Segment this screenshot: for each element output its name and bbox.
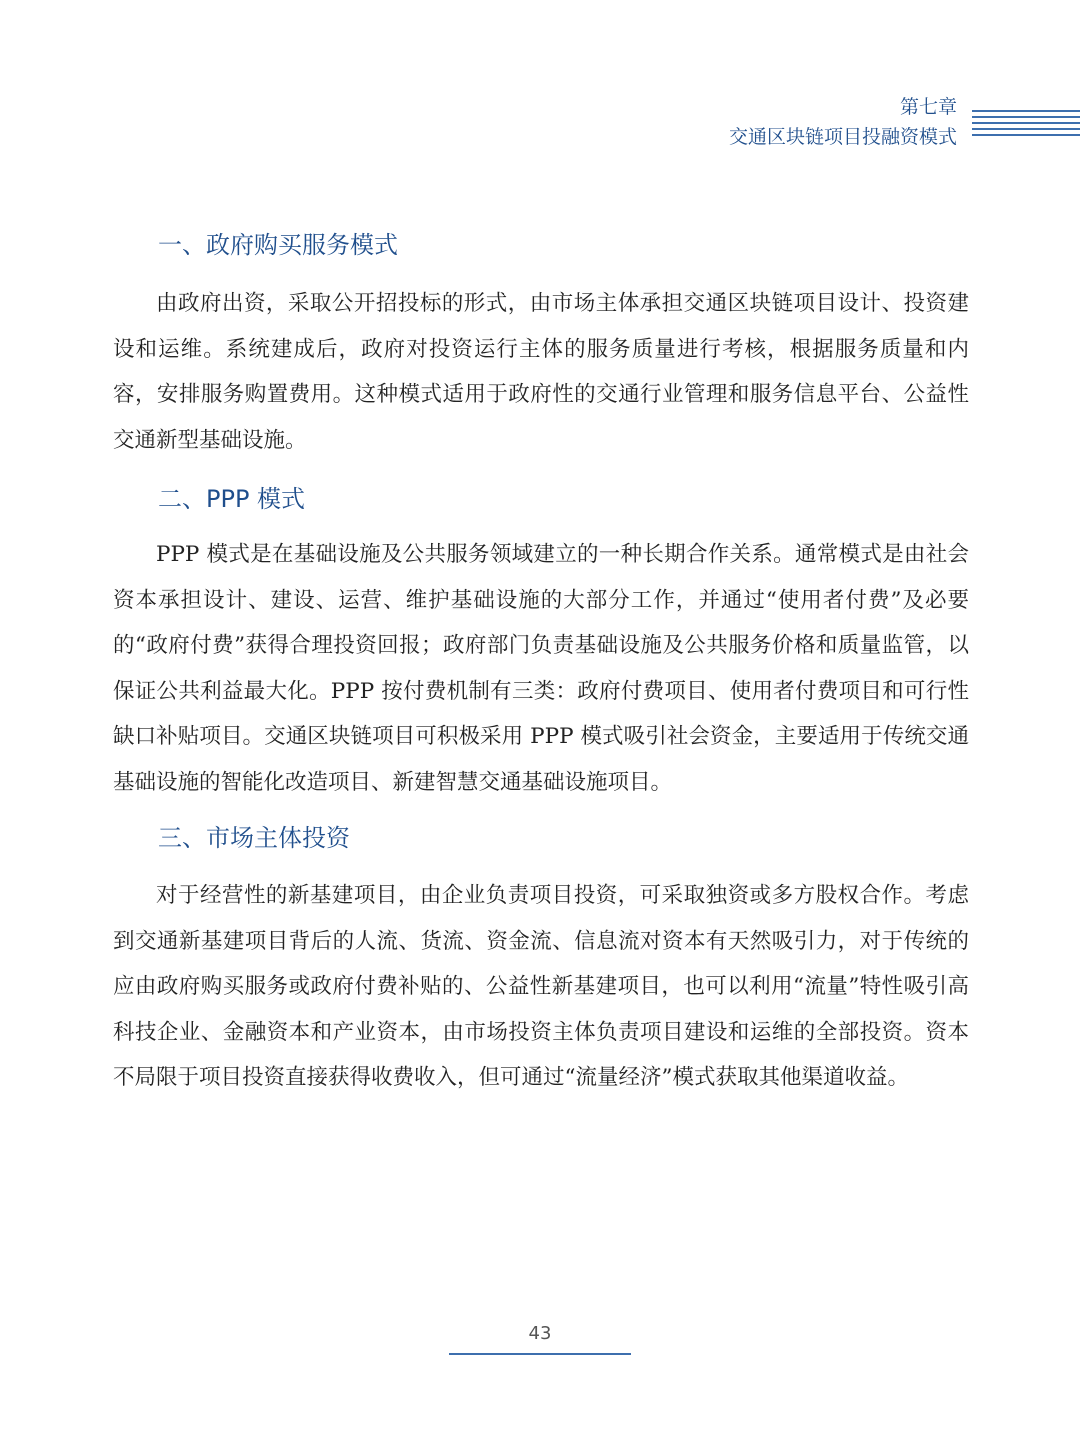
- section-paragraph-ppp: PPP 模式是在基础设施及公共服务领域建立的一种长期合作关系。通常模式是由社会资本承担设计、建设、运营、维护基础设施的大部分工作，并通过“使用者付费”及必要的“政府付费”获得合理投资回报；政府部门负责基础设施及公共服务价格和质量监管，以保证公共利益最大化。PPP 按付费机制有三类：政府付费项目、使用者付费项目和可行性缺口补贴项目。交通区块链项目可积极采用 PPP 模式吸引社会资金，主要适用于传统交通基础设施的智能化改造项目、新建智慧交通基础设施项目。: [113, 542, 969, 795]
- section-heading-market-investment: 三、市场主体投资: [158, 824, 350, 852]
- decoration-line: [972, 134, 1080, 136]
- section-paragraph-market-investment: 对于经营性的新基建项目，由企业负责项目投资，可采取独资或多方股权合作。考虑到交通新基建项目背后的人流、货流、资金流、信息流对资本有天然吸引力，对于传统的应由政府购买服务或政府付费补贴的、公益性新基建项目，也可以利用“流量”特性吸引高科技企业、金融资本和产业资本，由市场投资主体负责项目建设和运维的全部投资。资本不局限于项目投资直接获得收费收入，但可通过“流量经济”模式获取其他渠道收益。: [113, 883, 969, 1090]
- decoration-line: [972, 116, 1080, 118]
- decoration-line: [972, 122, 1080, 124]
- section-heading-ppp: 二、PPP 模式: [158, 485, 306, 513]
- section-heading-government-procurement: 一、政府购买服务模式: [158, 231, 398, 259]
- decoration-line: [972, 110, 1080, 112]
- chapter-number: 第七章: [899, 96, 957, 118]
- running-header: [729, 92, 957, 152]
- page-number-rule: [449, 1353, 631, 1355]
- header-decoration-lines: [972, 110, 1080, 140]
- section-paragraph-government-procurement: 由政府出资，采取公开招投标的形式，由市场主体承担交通区块链项目设计、投资建设和运维。系统建成后，政府对投资运行主体的服务质量进行考核，根据服务质量和内容，安排服务购置费用。这种模式适用于政府性的交通行业管理和服务信息平台、公益性交通新型基础设施。: [113, 291, 969, 453]
- decoration-line: [972, 128, 1080, 130]
- chapter-title: 交通区块链项目投融资模式: [728, 126, 957, 148]
- page-number: 43: [528, 1323, 552, 1344]
